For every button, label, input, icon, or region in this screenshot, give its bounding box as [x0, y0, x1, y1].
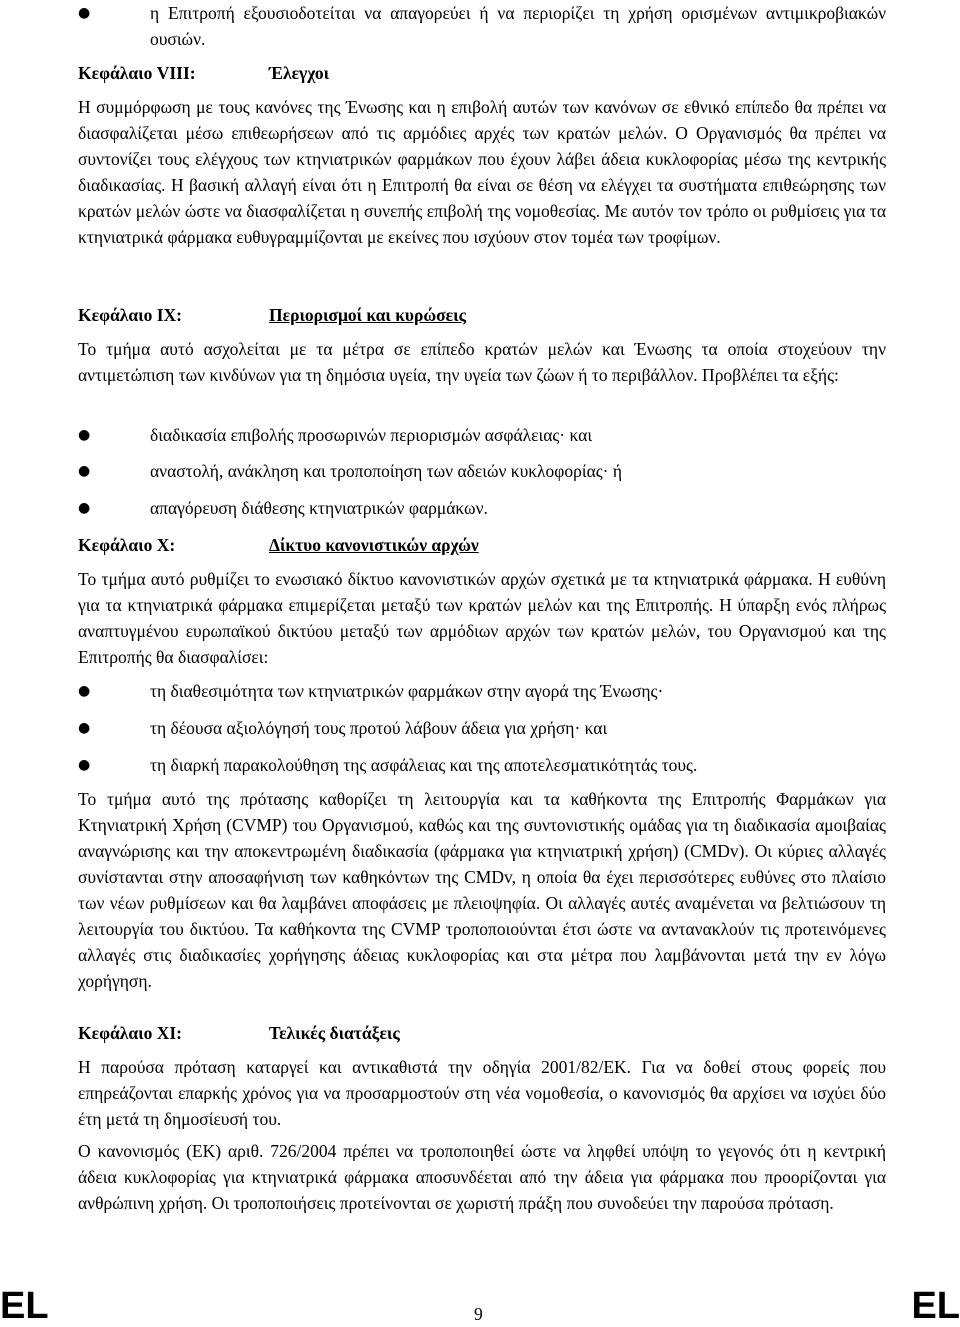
bullet-icon: ● — [78, 5, 91, 21]
chapter-number: Κεφάλαιο X: — [78, 535, 176, 555]
chapter-title: Τελικές διατάξεις — [269, 1023, 400, 1043]
bullet-icon: ● — [78, 427, 91, 443]
bullet-icon: ● — [78, 500, 91, 516]
chapter-title: Δίκτυο κανονιστικών αρχών — [269, 535, 479, 555]
list-item-text: απαγόρευση διάθεσης κτηνιατρικών φαρμάκων. — [150, 498, 488, 518]
chapter-number: Κεφάλαιο XI: — [78, 1023, 182, 1043]
bullet-icon: ● — [78, 683, 91, 699]
chapter-number: Κεφάλαιο VIII: — [78, 63, 196, 83]
bullet-icon: ● — [78, 463, 91, 479]
bullet-icon: ● — [78, 720, 91, 736]
list-item-text: αναστολή, ανάκληση και τροποποίηση των αδειών κυκλοφορίας· ή — [150, 461, 623, 481]
chapter-number: Κεφάλαιο IX: — [78, 305, 182, 325]
chapter-11-body: Η παρούσα πρόταση καταργεί και αντικαθιστά την οδηγία 2001/82/ΕΚ. Για να δοθεί στους φορείς που επηρεάζονται επαρκής χρόνος για να προσαρμοστούν στη νέα νομοθεσία, ο κανονισμός θα αρχίσει να ισχύει δύο έτη μετά τη δημοσίευσή του. — [78, 1057, 886, 1129]
list-item-text: διαδικασία επιβολής προσωρινών περιορισμών ασφάλειας· και — [150, 425, 593, 445]
list-item-text: τη δέουσα αξιολόγησή τους προτού λάβουν άδεια για χρήση· και — [150, 718, 608, 738]
chapter-9-body: Το τμήμα αυτό ασχολείται με τα μέτρα σε επίπεδο κρατών μελών και Ένωσης τα οποία στοχεύουν την αντιμετώπιση των κινδύνων για τη δημόσια υγεία, την υγεία των ζώων ή το περιβάλλον. Προβλέπει τα εξής: — [78, 339, 886, 385]
page-number: 9 — [474, 1304, 483, 1324]
chapter-10-body-2: Το τμήμα αυτό της πρότασης καθορίζει τη λειτουργία και τα καθήκοντα της Επιτροπής Φαρμάκων για Κτηνιατρική Χρήση (CVMP) του Οργανισμού, καθώς και της συντονιστικής ομάδας για τη διαδικασία αμοιβαίας αναγνώρισης και την αποκεντρωμένη διαδικασία (φάρμακα για κτηνιατρική χρήση) (CMDv). Οι κύριες αλλαγές συνίστανται στην αποσαφήνιση των καθηκόντων της CMDv, η οποία θα έχει περισσότερες ευθύνες στο πλαίσιο των νέων ρυθμίσεων και θα λαμβάνει αποφάσεις με πλειοψηφία. Οι αλλαγές αυτές αναμένεται να βελτιώσουν τη λειτουργία του δικτύου. Τα καθήκοντα της CVMP τροποποιούνται έτσι ώστε να αντανακλούν τις προτεινόμενες αλλαγές στις διαδικασίες χορήγησης άδειας κυκλοφορίας και στα μέτρα που λαμβάνονται μετά την εν λόγω χορήγηση. — [78, 789, 886, 991]
chapter-8-body: Η συμμόρφωση με τους κανόνες της Ένωσης και η επιβολή αυτών των κανόνων σε εθνικό επίπεδο θα πρέπει να διασφαλίζεται μέσω επιθεωρήσεων από τις αρμόδιες αρχές των κρατών μελών. Ο Οργανισμός θα πρέπει να συντονίζει τους ελέγχους των κτηνιατρικών φαρμάκων που έχουν λάβει άδεια κυκλοφορίας μέσω της κεντρικής διαδικασίας. Η βασική αλλαγή είναι ότι η Επιτροπή θα είναι σε θέση να ελέγχει τα συστήματα επιθεώρησης των κρατών μελών ώστε να διασφαλίζεται η συνεπής επιβολή της νομοθεσίας. Με αυτόν τον τρόπο οι ρυθμίσεις για τα κτηνιατρικά φάρμακα ευθυγραμμίζονται με εκείνες που ισχύουν στον τομέα των τροφίμων. — [78, 97, 886, 247]
footer-language-right: EL — [911, 1285, 960, 1327]
list-item — [78, 458, 886, 484]
list-item-text: τη διαθεσιμότητα των κτηνιατρικών φαρμάκων στην αγορά της Ένωσης· — [150, 681, 664, 701]
list-item-text: τη διαρκή παρακολούθηση της ασφάλειας και της αποτελεσματικότητάς τους. — [150, 755, 698, 775]
bullet-icon: ● — [78, 757, 91, 773]
list-item — [78, 752, 886, 778]
list-item — [78, 678, 886, 704]
footer-language-left: EL — [0, 1285, 49, 1327]
chapter-11-body-2: Ο κανονισμός (ΕΚ) αριθ. 726/2004 πρέπει να τροποποιηθεί ώστε να ληφθεί υπόψη το γεγονός ότι η κεντρική άδεια κυκλοφορίας για κτηνιατρικά φάρμακα αποσυνδέεται από την άδεια για φάρμακα που προορίζονται για ανθρώπινη χρήση. Οι τροποποιήσεις προτείνονται σε χωριστή πράξη που συνοδεύει την παρούσα πρόταση. — [78, 1141, 886, 1213]
list-item — [78, 495, 886, 521]
chapter-title: Περιορισμοί και κυρώσεις — [269, 305, 466, 325]
chapter-10-body: Το τμήμα αυτό ρυθμίζει το ενωσιακό δίκτυο κανονιστικών αρχών σχετικά με τα κτηνιατρικά φάρμακα. Η ευθύνη για τα κτηνιατρικά φάρμακα επιμερίζεται μεταξύ των κρατών μελών και της Επιτροπής. Η ύπαρξη ενός πλήρως αναπτυγμένου ευρωπαϊκού δικτύου μεταξύ των αρμόδιων αρχών των κρατών μελών, του Οργανισμού και της Επιτροπής θα διασφαλίσει: — [78, 569, 886, 667]
list-item — [78, 0, 886, 52]
chapter-title: Έλεγχοι — [269, 63, 329, 83]
list-item-text: η Επιτροπή εξουσιοδοτείται να απαγορεύει ή να περιορίζει τη χρήση ορισμένων αντιμικροβιακών ουσιών. — [150, 3, 886, 49]
list-item — [78, 715, 886, 741]
list-item — [78, 422, 886, 448]
